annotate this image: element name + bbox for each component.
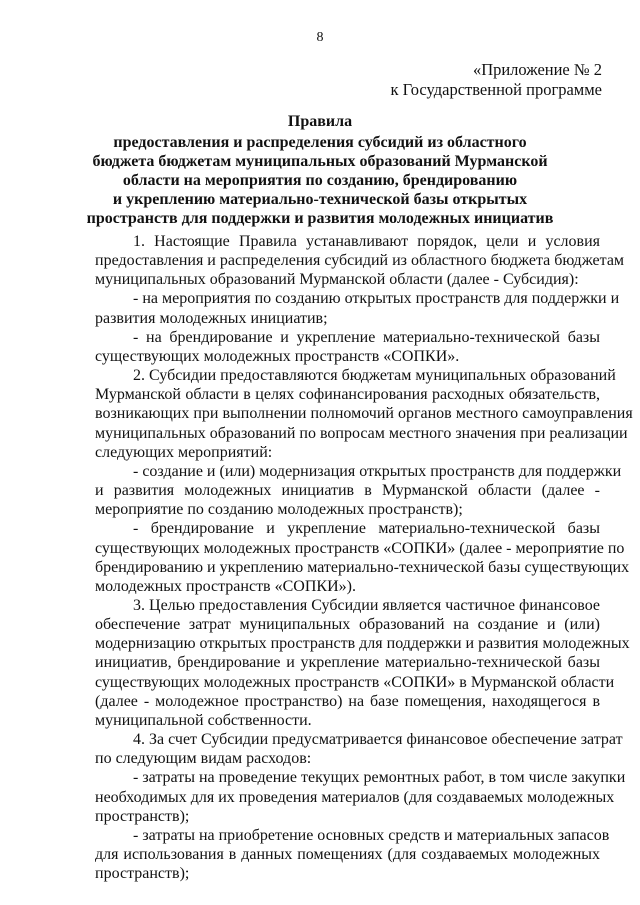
text-line: муниципальной собственности. [95, 711, 312, 729]
text-line: существующих молодежных пространств «СОПКИ» в Мурманской области [95, 673, 615, 691]
text-line: возникающих при выполнении полномочий органов местного самоуправления [95, 405, 633, 423]
text-line: инициатив, брендирование и укрепление материально-технической базы [95, 654, 600, 672]
text-line: мероприятие по созданию молодежных пространств); [95, 501, 463, 519]
title-line: бюджета бюджетам муниципальных образований Мурманской [92, 153, 548, 170]
document-title [0, 112, 640, 228]
text-line: пространств); [95, 865, 190, 883]
text-line: (далее - молодежное пространство) на базе помещения, находящегося в [95, 692, 600, 710]
text-line: необходимых для их проведения материалов (для создаваемых молодежных [95, 788, 615, 806]
text-line: пространств); [95, 807, 190, 825]
text-line: муниципальных образований по вопросам местного значения при реализации [95, 424, 628, 442]
title-line: Правила [287, 113, 353, 130]
appendix-reference [391, 60, 602, 100]
text-line: по следующим видам расходов: [95, 750, 312, 768]
text-line: следующих мероприятий: [95, 443, 273, 461]
text-line: брендированию и укреплению материально-технической базы существующих [95, 558, 630, 576]
text-line: молодежных пространств «СОПКИ»). [95, 577, 356, 595]
title-line: предоставления и распределения субсидий из областного [113, 134, 527, 151]
title-line: и укреплению материально-технической базы открытых [112, 191, 528, 208]
text-line: - на мероприятия по созданию открытых пространств для поддержки и [133, 290, 620, 308]
title-line: пространств для поддержки и развития молодежных инициатив [86, 210, 554, 227]
appendix-line: к Государственной программе [390, 80, 602, 99]
text-line: 4. За счет Субсидии предусматривается финансовое обеспечение затрат [133, 731, 623, 749]
text-line: существующих молодежных пространств «СОПКИ». [95, 347, 460, 365]
text-line: 2. Субсидии предоставляются бюджетам муниципальных образований [133, 367, 616, 385]
text-line: муниципальных образований Мурманской области (далее - Субсидия): [95, 271, 579, 289]
document-body [95, 232, 633, 883]
page-number: 8 [316, 30, 324, 45]
text-line: обеспечение затрат муниципальных образований на создание и (или) [95, 616, 600, 634]
appendix-line: «Приложение № 2 [472, 60, 602, 79]
text-line: и развития молодежных инициатив в Мурманской области (далее - [95, 482, 600, 500]
text-line: модернизацию открытых пространств для поддержки и развития молодежных [95, 635, 630, 653]
text-line: - затраты на приобретение основных средств и материальных запасов [133, 826, 610, 844]
text-line: развития молодежных инициатив; [95, 309, 328, 327]
text-line: 3. Целью предоставления Субсидии является частичное финансовое [133, 596, 600, 614]
text-line: существующих молодежных пространств «СОПКИ» (далее - мероприятие по [95, 539, 625, 557]
text-line: 1. Настоящие Правила устанавливают порядок, цели и условия [133, 233, 600, 250]
text-line: - создание и (или) модернизация открытых пространств для поддержки [133, 462, 622, 480]
text-line: - брендирование и укрепление материально-технической базы [133, 520, 600, 538]
text-line: Мурманской области в целях софинансирования расходных обязательств, [95, 386, 600, 404]
text-line: предоставления и распределения субсидий из областного бюджета бюджетам [95, 252, 625, 270]
text-line: - на брендирование и укрепление материально-технической базы [133, 328, 600, 346]
title-line: области на мероприятия по созданию, брендированию [122, 172, 518, 189]
text-line: - затраты на проведение текущих ремонтных работ, в том числе закупки [133, 769, 626, 787]
text-line: для использования в данных помещениях (для создаваемых молодежных [95, 846, 600, 863]
